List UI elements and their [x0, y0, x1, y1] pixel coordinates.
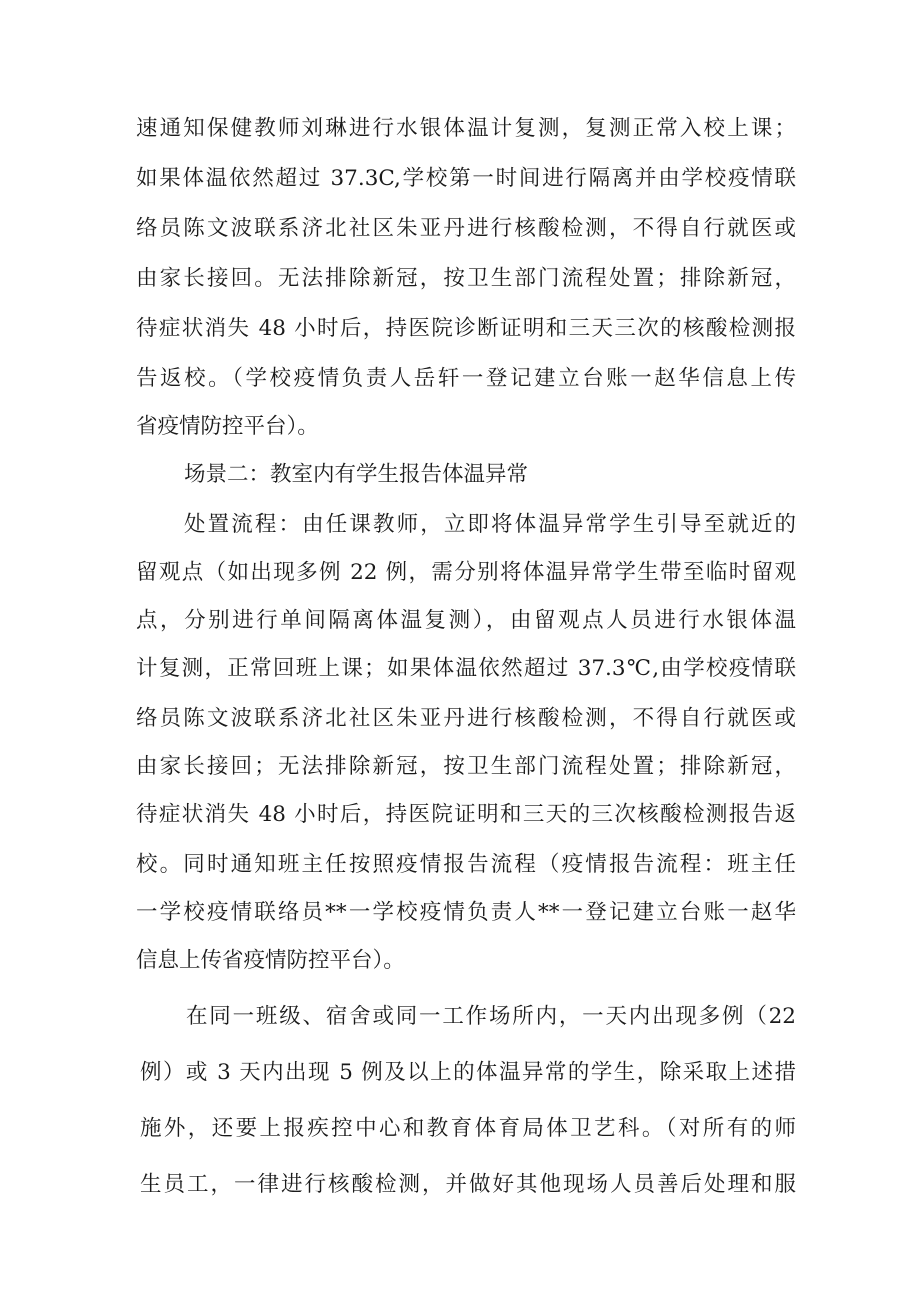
text-line: 络员陈文波联系济北社区朱亚丹进行核酸检测，不得自行就医或 — [136, 216, 796, 241]
text-line: 待症状消失 48 小时后，持医院证明和三天的三次核酸检测报告返 — [136, 802, 796, 827]
text-line: 如果体温依然超过 37.3C,学校第一时间进行隔离并由学校疫情联 — [136, 166, 796, 191]
text-line: 留观点（如出现多例 22 例，需分别将体温异常学生带至临时留观 — [136, 560, 796, 585]
text-line: 处置流程：由任课教师，立即将体温异常学生引导至就近的 — [184, 512, 796, 537]
text-line: 一学校疫情联络员**一学校疫情负责人**一登记建立台账一赵华 — [136, 900, 796, 925]
text-line: 由家长接回。无法排除新冠，按卫生部门流程处置；排除新冠， — [136, 266, 796, 291]
text-line: 施外，还要上报疾控中心和教育体育局体卫艺科。（对所有的师 — [140, 1116, 796, 1141]
text-line: 校。同时通知班主任按照疫情报告流程（疫情报告流程：班主任 — [136, 852, 796, 877]
text-line: 在同一班级、宿舍或同一工作场所内，一天内出现多例（22 — [186, 1004, 796, 1029]
text-line: 速通知保健教师刘琳进行水银体温计复测，复测正常入校上课； — [136, 116, 796, 141]
text-line: 例）或 3 天内出现 5 例及以上的体温异常的学生，除采取上述措 — [140, 1060, 796, 1085]
text-line: 计复测，正常回班上课；如果体温依然超过 37.3℃,由学校疫情联 — [136, 656, 796, 681]
section-heading: 场景二：教室内有学生报告体温异常 — [184, 462, 529, 487]
text-line: 告返校。（学校疫情负责人岳轩一登记建立台账一赵华信息上传 — [136, 366, 796, 391]
text-line: 由家长接回；无法排除新冠，按卫生部门流程处置；排除新冠， — [136, 754, 796, 779]
text-line: 信息上传省疫情防控平台）。 — [136, 948, 405, 973]
text-line: 生员工，一律进行核酸检测，并做好其他现场人员善后处理和服 — [140, 1172, 796, 1197]
text-line: 省疫情防控平台）。 — [136, 414, 319, 439]
text-line: 待症状消失 48 小时后，持医院诊断证明和三天三次的核酸检测报 — [136, 316, 796, 341]
text-line: 络员陈文波联系济北社区朱亚丹进行核酸检测，不得自行就医或 — [136, 706, 796, 731]
text-line: 点，分别进行单间隔离体温复测），由留观点人员进行水银体温 — [136, 608, 796, 633]
